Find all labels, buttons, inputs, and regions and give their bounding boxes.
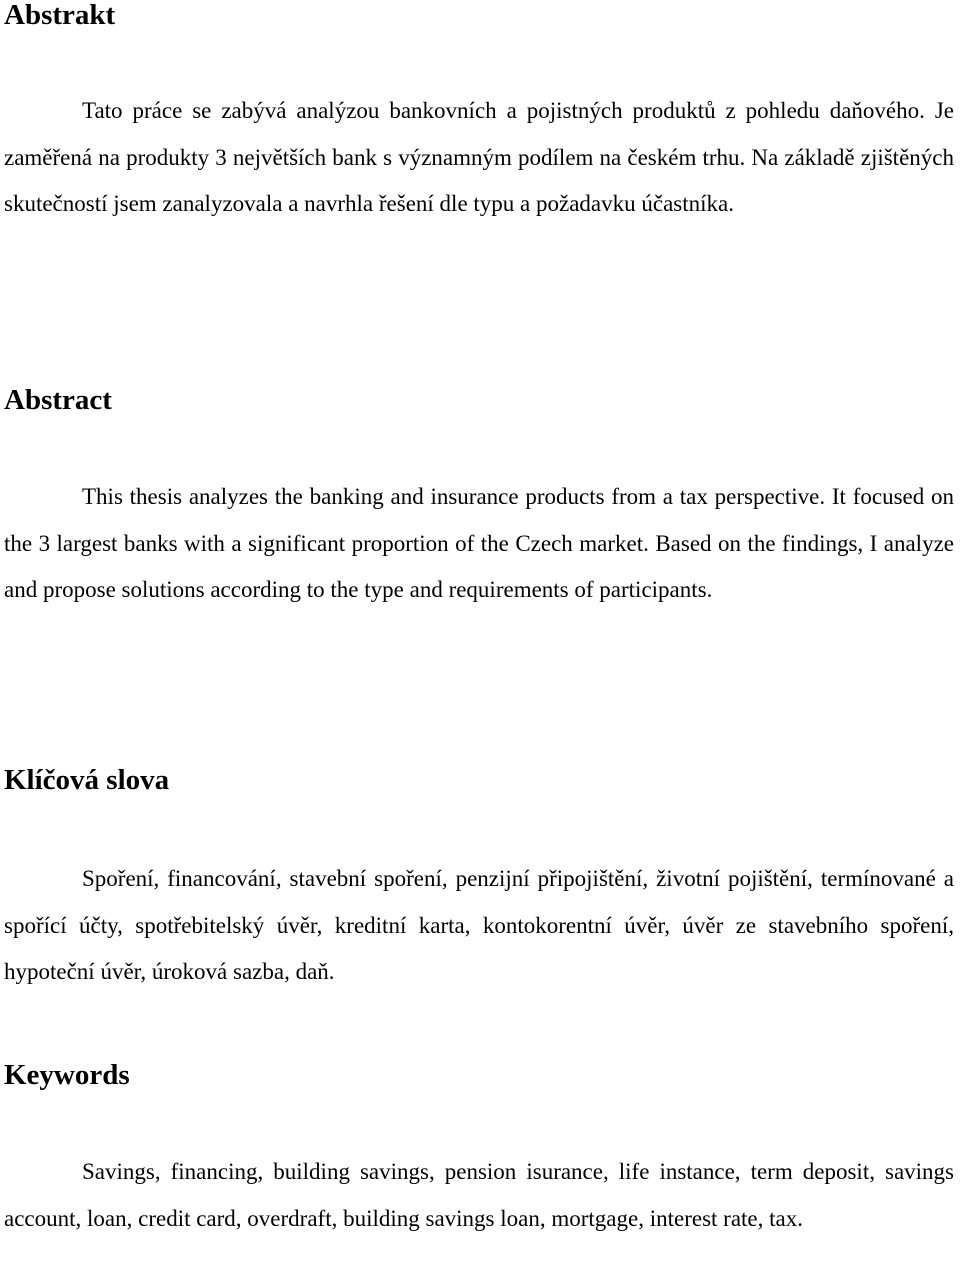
- heading-abstrakt: Abstrakt: [4, 0, 116, 31]
- heading-abstract: Abstract: [4, 384, 112, 416]
- heading-keywords: Keywords: [4, 1059, 130, 1091]
- heading-klicova-slova: Klíčová slova: [4, 764, 170, 796]
- paragraph-keywords: Savings, financing, building savings, pension isurance, life instance, term deposit, savings account, loan, credit card, overdraft, building savings loan, mortgage, interest rate, tax.: [4, 1159, 954, 1231]
- paragraph-klicova-slova: Spoření, financování, stavební spoření, penzijní připojištění, životní pojištění, termínované a spořící účty, spotřebitelský úvěr, kreditní karta, kontokorentní úvěr, úvěr ze stavebního spoření, hypoteční úvěr, úroková sazba, daň.: [4, 866, 954, 984]
- paragraph-abstract: This thesis analyzes the banking and insurance products from a tax perspective. It focused on the 3 largest banks with a significant proportion of the Czech market. Based on the findings, I analyze and propose solutions according to the type and requirements of participants.: [4, 484, 954, 602]
- paragraph-abstrakt: Tato práce se zabývá analýzou bankovních a pojistných produktů z pohledu daňového. Je zaměřená na produkty 3 největších bank s významným podílem na českém trhu. Na základě zjištěných skutečností jsem zanalyzovala a navrhla řešení dle typu a požadavku účastníka.: [4, 98, 954, 216]
